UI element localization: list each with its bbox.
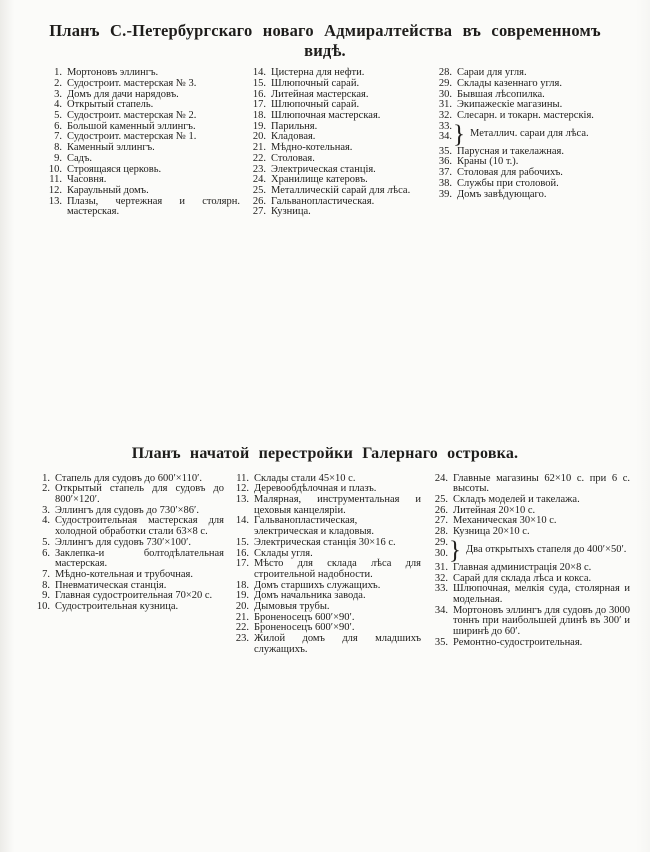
item-number: 11. [236,472,249,484]
legend-item [229,559,421,580]
item-text: Жилой домъ для младшихъ служащихъ. [254,633,421,655]
item-number: 7. [42,568,50,580]
legend-item [30,602,224,613]
item-text: Кузница. [271,206,311,218]
item-text: Открытый стапель для судовъ до 800′×120′. [55,483,224,506]
legend-column [30,474,224,656]
item-text: Домъ завѣдующаго. [457,188,547,200]
item-text: Шлюпочная, мелкія суда, столярная и модельная. [453,583,630,605]
item-number: 4. [42,515,50,527]
item-text: Судостроит. мастерская № 1. [67,131,197,143]
item-number: 37. [438,167,452,179]
item-text: Главная администрація 20×8 с. [453,561,592,573]
item-text: Парусная и такелажная. [457,145,565,157]
item-text: Склады стали 45×10 с. [254,472,356,484]
item-number: 27. [434,515,448,527]
item-text: Часовня. [67,174,107,186]
item-number: 31. [434,561,448,573]
legend-item [428,638,630,649]
item-text: Малярная, инструментальная и цеховыя канцеляріи. [254,494,421,516]
legend-item [42,197,240,218]
grouping-brace: } [449,536,461,564]
item-text: Гальванопластическая, электрическая и кладовыя. [254,515,374,538]
legend-item [428,584,630,605]
item-number: 7. [54,131,62,143]
item-text: Службы при столовой. [457,177,559,189]
legend-item [229,634,421,655]
item-number: 13. [235,494,249,506]
item-text: Судостроительная кузница. [55,601,179,613]
item-number: 21. [252,142,266,154]
item-text: Хранилище катеровъ. [271,174,368,186]
section-2-title [0,444,650,464]
item-number: 4. [54,99,62,111]
item-number: 14. [252,67,266,79]
item-number: 17. [235,558,249,570]
legend-item [30,549,224,570]
item-number: 38. [438,177,452,189]
item-number: 9. [42,590,50,602]
item-text: Литейная мастерская. [271,88,369,100]
item-number: 32. [434,572,448,584]
item-number: 29. [438,77,452,89]
item-number: 10. [36,601,50,613]
item-text: Домъ для дачи нарядовъ. [67,88,179,100]
item-text: Экипажескіе магазины. [457,99,563,111]
item-number: 35. [438,145,452,157]
item-number: 18. [252,110,266,122]
item-text: Мѣдно-котельная и трубочная. [55,568,193,580]
item-text: Металлическій сарай для лѣса. [271,184,411,196]
legend-item [30,516,224,537]
item-text: Столовая. [271,152,315,164]
item-text: Каменный эллингъ. [67,142,155,154]
legend-item [30,484,224,505]
item-text: Броненосецъ 600′×90′. [254,611,355,623]
item-number: 5. [42,536,50,548]
item-number: 34. [438,131,452,143]
item-number: 1. [42,472,50,484]
item-number: 23. [235,633,249,645]
item-text: Судостроит. мастерская № 2. [67,110,197,122]
legend-item [229,495,421,516]
item-number: 25. [252,184,266,196]
legend-item [428,563,630,574]
legend-item [246,154,426,165]
section-2-title-line-1: Планъ начатой перестройки Галернаго островка. [131,445,519,463]
item-text: Большой каменный эллингъ. [67,120,196,132]
item-number: 30. [434,547,448,559]
item-text: Дымовыя трубы. [254,601,330,613]
legend-item-group [428,538,630,563]
item-text: Шлюпочный сарай. [271,99,360,111]
item-text: Парильня. [271,120,318,132]
item-text: Главные магазины 62×10 с. при 6 с. высоты. [453,472,630,495]
legend-column [246,68,426,218]
item-text: Главная судостроительная 70×20 с. [55,590,213,602]
item-number: 3. [54,88,62,100]
item-number: 22. [252,152,266,164]
item-number: 12. [235,483,249,495]
item-number: 11. [49,174,62,186]
item-text: Шлюпочная мастерская. [271,110,381,122]
item-text: Судостроительная мастерская для холодной обработки стали 63×8 с. [55,515,224,538]
item-number: 32. [438,110,452,122]
item-text: Склады угля. [254,547,313,559]
item-number: 28. [434,526,448,538]
item-text: Броненосецъ 600′×90′. [254,622,355,634]
item-number: 9. [54,152,62,164]
item-text: Строящаяся церковь. [67,163,162,175]
item-text: Шлюпочный сарай. [271,77,360,89]
item-text: Мѣсто для склада лѣса для строительной надобности. [254,558,421,580]
item-text: Механическая 30×10 с. [453,515,557,527]
item-number: 26. [252,195,266,207]
item-text: Заклепка-и болтодѣлательная мастерская. [55,547,224,570]
legend-column [229,474,421,656]
item-text: Ремонтно-судостроительная. [453,636,583,648]
item-text: Эллингъ для судовъ 730′×100′. [55,536,192,548]
item-number: 39. [438,188,452,200]
item-number: 33. [438,120,452,132]
item-number: 12. [48,184,62,196]
item-text: Мортоновъ эллингъ. [67,67,159,79]
item-number: 31. [438,99,452,111]
item-text: Бывшая лѣсопилка. [457,88,545,100]
section-1-title-line-1: Планъ С.-Петербургскаго новаго Адмиралтейства въ современномъ [49,21,601,40]
item-number: 8. [54,142,62,154]
section-1-title [0,0,650,61]
item-number: 15. [252,77,266,89]
item-number: 17. [252,99,266,111]
item-number: 28. [438,67,452,79]
section-2-legend [0,474,650,656]
item-number: 6. [42,547,50,559]
item-text: Пневматическая станція. [55,579,167,591]
item-text: Электрическая станція. [271,163,376,175]
item-text: Домъ старшихъ служащихъ. [254,579,381,591]
item-number: 22. [235,622,249,634]
item-text: Электрическая станція 30×16 с. [254,536,396,548]
legend-column [432,68,628,218]
item-text: Плазы, чертежная и столярн. мастерская. [67,195,240,218]
item-number: 24. [252,174,266,186]
legend-item [42,154,240,165]
item-text: Сараи для угля. [457,67,527,79]
item-number: 3. [42,504,50,516]
item-number: 13. [48,195,62,207]
item-text: Деревообдѣлочная и плазъ. [254,483,377,495]
item-number: 30. [438,88,452,100]
item-number: 5. [54,110,62,122]
item-text: Садъ. [67,152,93,164]
item-number: 6. [54,120,62,132]
item-number: 1. [54,67,62,79]
item-number: 10. [48,163,62,175]
item-number: 26. [434,504,448,516]
item-number: 14. [235,515,249,527]
item-text: Столовая для рабочихъ. [457,167,563,179]
section-1-legend [0,68,650,218]
item-number: 19. [235,590,249,602]
item-number: 19. [252,120,266,132]
item-text: Судостроит. мастерская № 3. [67,77,197,89]
item-text: Открытый стапель. [67,99,154,111]
legend-item [428,606,630,638]
item-number: 20. [235,601,249,613]
item-number: 23. [252,163,266,175]
legend-item [428,474,630,495]
legend-item [30,538,224,549]
item-number: 29. [434,536,448,548]
legend-item-group [432,122,628,147]
item-number: 18. [235,579,249,591]
item-text: Стапель для судовъ до 600′×110′. [55,472,202,484]
item-text: Складъ моделей и такелажа. [453,494,580,506]
item-text: Цистерна для нефти. [271,67,365,79]
item-text: Караульный домъ. [67,184,149,196]
item-number: 33. [434,583,448,595]
legend-column [42,68,240,218]
item-number: 2. [54,77,62,89]
item-number: 20. [252,131,266,143]
item-number: 2. [42,483,50,495]
item-number: 15. [235,536,249,548]
item-text: Кузница 20×10 с. [453,526,530,538]
legend-item [432,190,628,201]
item-number: 27. [252,206,266,218]
item-numbers [428,538,448,559]
item-number: 36. [438,156,452,168]
item-text: Два открытыхъ стапеля до 400′×50′. [466,543,627,555]
legend-item [246,207,426,218]
item-text: Металлич. сараи для лѣса. [470,127,589,139]
item-number: 16. [252,88,266,100]
item-text: Гальванопластическая. [271,195,375,207]
item-text: Сарай для склада лѣса и кокса. [453,572,592,584]
item-number: 24. [434,472,448,484]
item-text: Мортоновъ эллингъ для судовъ до 3000 тоннъ при наибольшей длинѣ въ 300′ и ширинѣ до 60′. [453,604,630,638]
legend-column [428,474,630,656]
item-number: 35. [434,636,448,648]
item-text: Домъ начальника завода. [254,590,366,602]
legend-item [432,179,628,190]
item-number: 8. [42,579,50,591]
item-text: Кладовая. [271,131,316,143]
item-numbers [432,122,452,143]
item-text: Литейная 20×10 с. [453,504,536,516]
grouping-brace: } [453,120,465,148]
item-text: Слесарн. и токарн. мастерскія. [457,110,594,122]
item-text: Краны (10 т.). [457,156,519,168]
item-text: Эллингъ для судовъ до 730′×86′. [55,504,199,516]
legend-item [229,538,421,549]
legend-item [229,516,421,537]
item-text: Склады казеннаго угля. [457,77,562,89]
item-number: 21. [235,611,249,623]
item-number: 25. [434,494,448,506]
section-1-title-line-2: видѣ. [304,41,346,61]
item-text: Мѣдно-котельная. [271,142,353,154]
item-number: 16. [235,547,249,559]
item-number: 34. [434,604,448,616]
